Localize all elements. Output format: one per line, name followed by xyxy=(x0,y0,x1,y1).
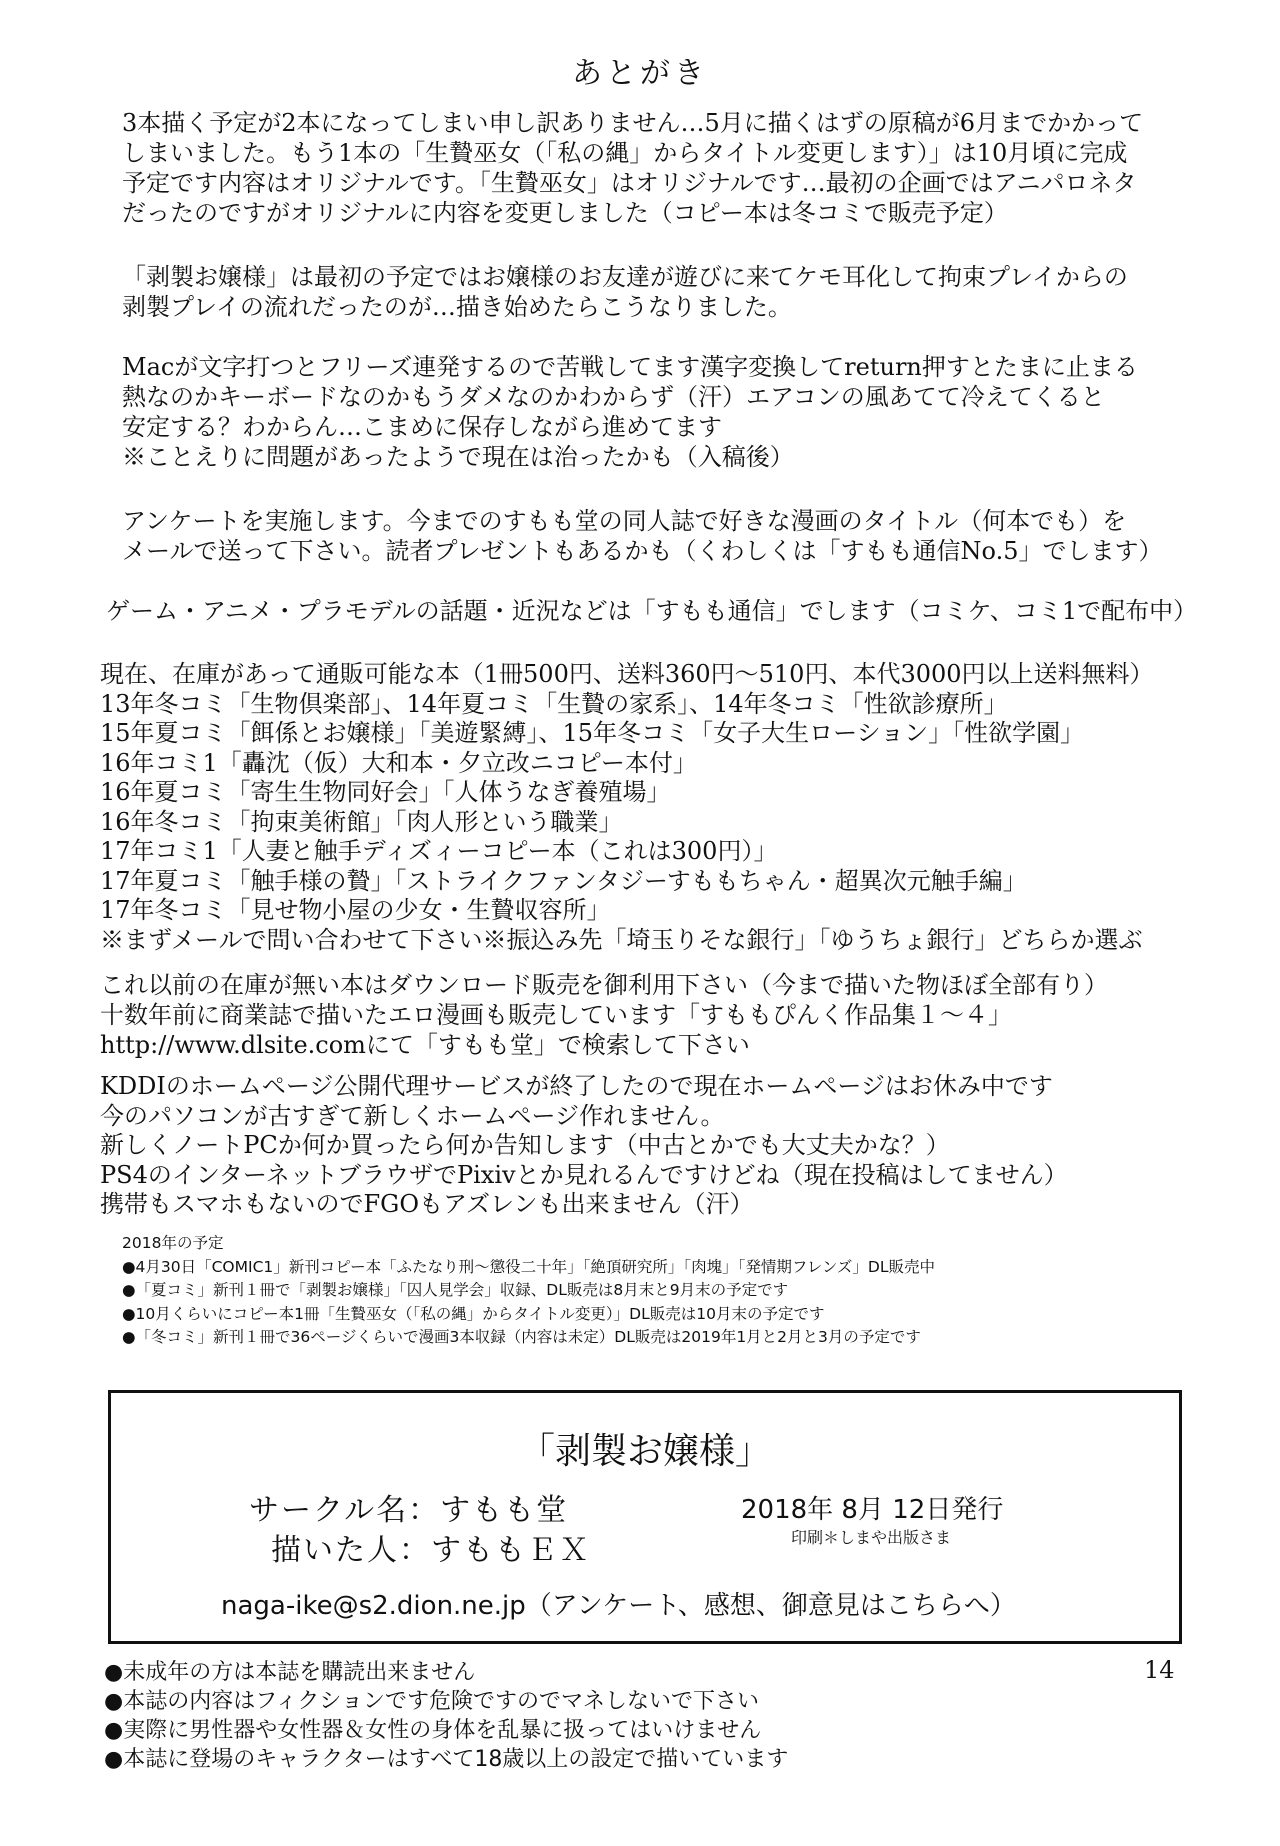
paragraph-computer-trouble xyxy=(122,352,1138,472)
text-line: しまいました。もう1本の「生贄巫女（「私の縄」からタイトル変更します）」は10月頃に完成 xyxy=(122,139,1128,167)
text-line: PS4のインターネットブラウザでPixivとか見れるんですけどね（現在投稿はしてません） xyxy=(100,1160,1068,1189)
text-line: 予定です内容はオリジナルです。「生贄巫女」はオリジナルです…最初の企画ではアニパロネタ xyxy=(122,169,1137,197)
text-line: だったのですがオリジナルに内容を変更しました（コピー本は冬コミで販売予定） xyxy=(122,199,1008,227)
text-line: 安定する？わからん…こまめに保存しながら進めてます xyxy=(122,413,722,441)
warnings-list xyxy=(104,1658,788,1774)
text-line: 16年夏コミ「寄生生物同好会」「人体うなぎ養殖場」 xyxy=(100,778,671,806)
text-line: ●未成年の方は本誌を購読出来ません xyxy=(104,1660,476,1685)
text-line: 16年冬コミ「拘束美術館」「肉人形という職業」 xyxy=(100,807,623,836)
publish-date: 2018年 8月 12日発行 xyxy=(741,1495,1004,1525)
text-line: ●本誌の内容はフィクションです危険ですのでマネしないで下さい xyxy=(104,1689,759,1714)
text-line: 新しくノートPCか何か買ったら何か告知します（中古とかでも大丈夫かな？） xyxy=(100,1131,950,1159)
page-title: あとがき xyxy=(572,56,708,91)
text-line: 剥製プレイの流れだったのが…描き始めたらこうなりました。 xyxy=(122,293,792,321)
text-line: ●実際に男性器や女性器＆女性の身体を乱暴に扱ってはいけません xyxy=(104,1718,762,1743)
text-line: 13年冬コミ「生物倶楽部」、14年夏コミ「生贄の家系」、14年冬コミ「性欲診療所」 xyxy=(100,689,1008,718)
text-line: これ以前の在庫が無い本はダウンロード販売を御利用下さい（今まで描いた物ほぼ全部有り） xyxy=(100,971,1108,999)
paragraph-newsletter xyxy=(106,596,1197,626)
schedule-heading: 2018年の予定 xyxy=(122,1234,224,1252)
text-line: ●「冬コミ」新刊１冊で36ページくらいで漫画3本収録（内容は未定）DL販売は2019年1月と2月と3月の予定です xyxy=(122,1328,921,1346)
text-line: 熱なのかキーボードなのかもうダメなのかわからず（汗）エアコンの風あてて冷えてくると xyxy=(122,383,1105,411)
text-line: ●4月30日「COMIC1」新刊コピー本「ふたなり刑～懲役二十年」「絶頂研究所」「肉塊」「発情期フレンズ」DL販売中 xyxy=(122,1257,935,1276)
schedule-list xyxy=(122,1256,935,1350)
text-line: メールで送って下さい。読者プレゼントもあるかも（くわしくは「すもも通信No.5」でします） xyxy=(122,537,1163,565)
text-line: ●「夏コミ」新刊１冊で「剥製お嬢様」「囚人見学会」収録、DL販売は8月末と9月末の予定です xyxy=(122,1281,789,1299)
text-line: 17年コミ1「人妻と触手ディズィーコピー本（これは300円）」 xyxy=(100,837,778,865)
text-line: KDDIのホームページ公開代理サービスが終了したので現在ホームページはお休み中です xyxy=(100,1072,1053,1100)
homepage-info xyxy=(100,1072,1068,1220)
text-line: アンケートを実施します。今までのすもも堂の同人誌で好きな漫画のタイトル（何本でも）を xyxy=(122,507,1127,535)
printer-credit: 印刷＊しまや出版さま xyxy=(791,1528,952,1547)
text-line: 16年コミ1「轟沈（仮）大和本・夕立改ニコピー本付」 xyxy=(100,748,697,777)
text-line: Macが文字打つとフリーズ連発するので苦戦してます漢字変換してreturn押すとたまに止まる xyxy=(122,353,1138,381)
text-line: 現在、在庫があって通販可能な本（1冊500円、送料360円～510円、本代3000円以上送料無料） xyxy=(100,660,1154,688)
text-line: ゲーム・アニメ・プラモデルの話題・近況などは「すもも通信」でします（コミケ、コミ1で配布中） xyxy=(106,597,1198,625)
text-line: 15年夏コミ「餌係とお嬢様」「美遊緊縛」、15年冬コミ「女子大生ローション」「性欲学園」 xyxy=(100,719,1085,747)
text-line: ※まずメールで問い合わせて下さい※振込み先「埼玉りそな銀行」「ゆうちょ銀行」どちらか選ぶ xyxy=(100,925,1143,954)
text-line: ●本誌に登場のキャラクターはすべて18歳以上の設定で描いています xyxy=(104,1747,789,1772)
colophon-box xyxy=(108,1390,1182,1644)
schedule-section xyxy=(122,1232,935,1350)
text-line: 17年冬コミ「見せ物小屋の少女・生贄収容所」 xyxy=(100,896,611,924)
text-line: 携帯もスマホもないのでFGOもアズレンも出来ません（汗） xyxy=(100,1190,754,1218)
circle-name: サークル名：すもも堂 xyxy=(249,1493,569,1528)
text-line: 「剥製お嬢様」は最初の予定ではお嬢様のお友達が遊びに来てケモ耳化して拘束プレイからの xyxy=(122,263,1128,291)
text-line: ●10月くらいにコピー本1冊「生贄巫女（「私の縄」からタイトル変更）」DL販売は10月末の予定です xyxy=(122,1304,825,1323)
text-line: ※ことえりに問題があったようで現在は治ったかも（入稿後） xyxy=(122,443,794,471)
text-line: 17年夏コミ「触手様の贄」「ストライクファンタジーすももちゃん・超異次元触手編」 xyxy=(100,866,1027,895)
book-title: 「剥製お嬢様」 xyxy=(518,1431,771,1472)
text-line: 十数年前に商業誌で描いたエロ漫画も販売しています「すももぴんく作品集１～４」 xyxy=(100,1001,1012,1029)
text-line: http://www.dlsite.comにて「すもも堂」で検索して下さい xyxy=(100,1031,750,1059)
stock-list xyxy=(100,660,1154,955)
paragraph-survey xyxy=(122,506,1162,566)
artist-name: 描いた人：すももＥＸ xyxy=(271,1533,591,1568)
paragraph-book-story xyxy=(122,262,1128,322)
paragraph-apology xyxy=(122,108,1143,228)
contact-email: naga-ike@s2.dion.ne.jp（アンケート、感想、御意見はこちらへ） xyxy=(221,1591,1016,1621)
text-line: 今のパソコンが古すぎて新しくホームページ作れません。 xyxy=(100,1101,725,1130)
page-number: 14 xyxy=(1144,1656,1175,1684)
text-line: 3本描く予定が2本になってしまい申し訳ありません…5月に描くはずの原稿が6月までかかって xyxy=(122,109,1144,137)
download-info xyxy=(100,970,1108,1060)
